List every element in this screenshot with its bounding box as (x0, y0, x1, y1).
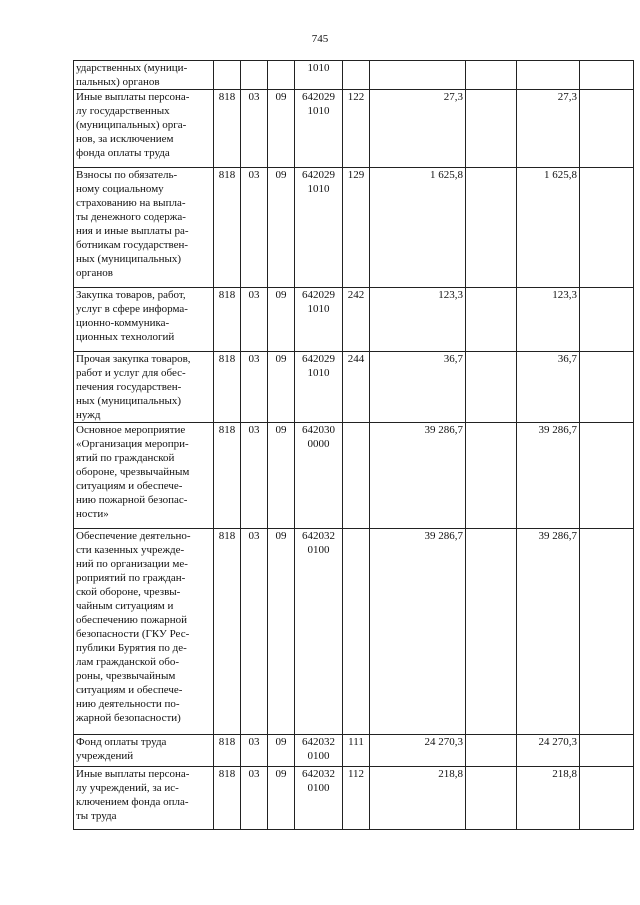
target-article-code: 642029 1010 (295, 288, 343, 352)
section-code: 03 (241, 735, 268, 767)
amount-column-10 (580, 529, 634, 735)
amount-column-8 (466, 529, 517, 735)
amount-column-9: 123,3 (517, 288, 580, 352)
amount-total: 39 286,7 (370, 423, 466, 529)
amount-total: 218,8 (370, 767, 466, 830)
subsection-code: 09 (268, 767, 295, 830)
amount-column-8 (466, 61, 517, 90)
amount-column-9: 1 625,8 (517, 168, 580, 288)
expense-type-code (343, 423, 370, 529)
table-row (74, 735, 634, 767)
page-number: 745 (311, 33, 329, 45)
amount-column-9: 218,8 (517, 767, 580, 830)
expense-type-code: 129 (343, 168, 370, 288)
budget-table (73, 60, 634, 830)
amount-column-9 (517, 61, 580, 90)
table-row (74, 529, 634, 735)
amount-column-9: 27,3 (517, 90, 580, 168)
row-description: Иные выплаты персона- лу государственных (муниципальных) орга- нов, за исключением фонда оплаты труда (74, 90, 214, 168)
table-row (74, 168, 634, 288)
amount-column-9: 39 286,7 (517, 529, 580, 735)
amount-column-8 (466, 90, 517, 168)
expense-type-code (343, 529, 370, 735)
table-row (74, 288, 634, 352)
amount-total: 39 286,7 (370, 529, 466, 735)
target-article-code: 642029 1010 (295, 352, 343, 423)
amount-column-9: 24 270,3 (517, 735, 580, 767)
section-code: 03 (241, 529, 268, 735)
target-article-code: 642032 0100 (295, 735, 343, 767)
subsection-code: 09 (268, 423, 295, 529)
amount-column-8 (466, 168, 517, 288)
section-code: 03 (241, 288, 268, 352)
row-description: ударственных (муници- пальных) органов (74, 61, 214, 90)
ved-code: 818 (214, 767, 241, 830)
row-description: Иные выплаты персона- лу учреждений, за ис- ключением фонда опла- ты труда (74, 767, 214, 830)
section-code (241, 61, 268, 90)
amount-column-8 (466, 735, 517, 767)
target-article-code: 642032 0100 (295, 767, 343, 830)
table-row (74, 90, 634, 168)
ved-code (214, 61, 241, 90)
amount-column-10 (580, 423, 634, 529)
row-description: Обеспечение деятельно- сти казенных учрежде- ний по организации ме- роприятий по граждан- ской обороне, чрезвы- чайным ситуациям и обеспечению пожарной безопасности (ГКУ Рес- публики Бурятия по де- лам гражданской обо- роны, чрезвычайным ситуациям и обеспече- нию деятельности по- жарной безопасности) (74, 529, 214, 735)
target-article-code: 1010 (295, 61, 343, 90)
amount-column-8 (466, 288, 517, 352)
amount-column-10 (580, 288, 634, 352)
amount-column-10 (580, 352, 634, 423)
amount-column-8 (466, 767, 517, 830)
ved-code: 818 (214, 735, 241, 767)
expense-type-code: 111 (343, 735, 370, 767)
ved-code: 818 (214, 423, 241, 529)
amount-column-10 (580, 61, 634, 90)
subsection-code: 09 (268, 90, 295, 168)
amount-column-8 (466, 423, 517, 529)
amount-column-10 (580, 735, 634, 767)
subsection-code: 09 (268, 288, 295, 352)
ved-code: 818 (214, 90, 241, 168)
subsection-code: 09 (268, 352, 295, 423)
ved-code: 818 (214, 529, 241, 735)
subsection-code (268, 61, 295, 90)
row-description: Прочая закупка товаров, работ и услуг для обес- печения государствен- ных (муниципальных) нужд (74, 352, 214, 423)
amount-column-10 (580, 90, 634, 168)
amount-total: 1 625,8 (370, 168, 466, 288)
expense-type-code: 112 (343, 767, 370, 830)
amount-column-9: 36,7 (517, 352, 580, 423)
row-description: Основное мероприятие «Организация меропри- ятий по гражданской обороне, чрезвычайным ситуациям и обеспече- нию пожарной безопас- ности» (74, 423, 214, 529)
section-code: 03 (241, 423, 268, 529)
amount-total (370, 61, 466, 90)
table-row (74, 423, 634, 529)
table-row (74, 767, 634, 830)
section-code: 03 (241, 90, 268, 168)
subsection-code: 09 (268, 735, 295, 767)
table-row (74, 61, 634, 90)
row-description: Закупка товаров, работ, услуг в сфере информа- ционно-коммуника- ционных технологий (74, 288, 214, 352)
target-article-code: 642029 1010 (295, 168, 343, 288)
ved-code: 818 (214, 352, 241, 423)
amount-column-8 (466, 352, 517, 423)
ved-code: 818 (214, 288, 241, 352)
amount-column-9: 39 286,7 (517, 423, 580, 529)
expense-type-code: 242 (343, 288, 370, 352)
amount-total: 36,7 (370, 352, 466, 423)
row-description: Фонд оплаты труда учреждений (74, 735, 214, 767)
expense-type-code: 122 (343, 90, 370, 168)
table-row (74, 352, 634, 423)
section-code: 03 (241, 352, 268, 423)
amount-total: 123,3 (370, 288, 466, 352)
section-code: 03 (241, 168, 268, 288)
target-article-code: 642032 0100 (295, 529, 343, 735)
amount-total: 24 270,3 (370, 735, 466, 767)
target-article-code: 642030 0000 (295, 423, 343, 529)
subsection-code: 09 (268, 168, 295, 288)
row-description: Взносы по обязатель- ному социальному страхованию на выпла- ты денежного содержа- ния и иные выплаты ра- ботникам государствен- ных (муниципальных) органов (74, 168, 214, 288)
amount-total: 27,3 (370, 90, 466, 168)
ved-code: 818 (214, 168, 241, 288)
target-article-code: 642029 1010 (295, 90, 343, 168)
amount-column-10 (580, 767, 634, 830)
amount-column-10 (580, 168, 634, 288)
subsection-code: 09 (268, 529, 295, 735)
expense-type-code (343, 61, 370, 90)
expense-type-code: 244 (343, 352, 370, 423)
section-code: 03 (241, 767, 268, 830)
